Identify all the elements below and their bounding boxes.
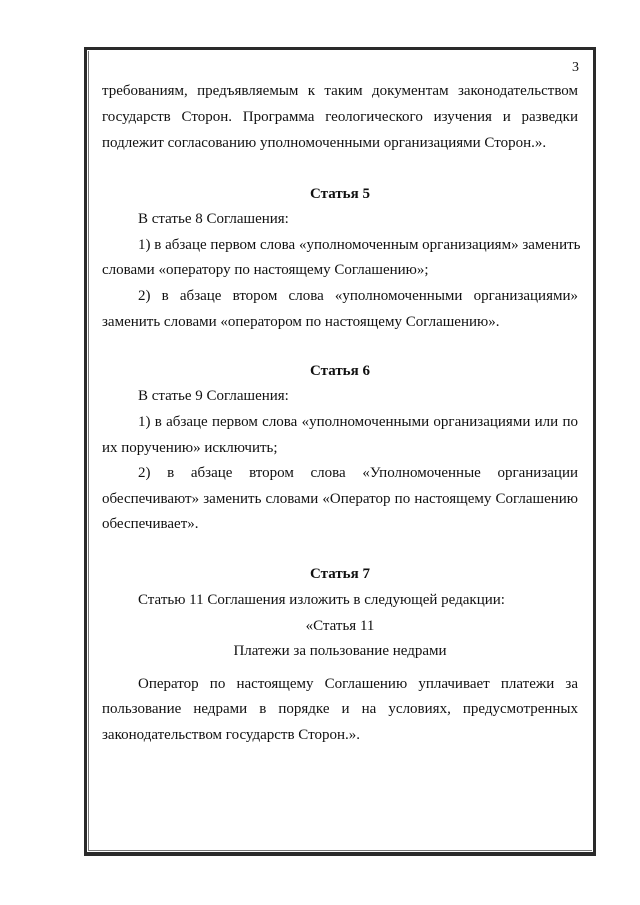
article-5-lead: В статье 8 Соглашения:	[138, 211, 289, 227]
article-5-item-2-line-1: 2) в абзаце втором слова «уполномоченными организациями»	[138, 288, 578, 304]
article-7-lead: Статью 11 Соглашения изложить в следующей редакции:	[138, 592, 505, 608]
intro-line-2: государств Сторон. Программа геологического изучения и разведки	[102, 109, 578, 125]
article-6-item-1-line-1: 1) в абзаце первом слова «уполномоченными организациями или по	[138, 414, 578, 430]
intro-line-1: требованиям, предъявляемым к таким документам законодательством	[102, 83, 578, 99]
article-5-title: Статья 5	[310, 186, 370, 202]
article-7-title: Статья 7	[310, 566, 370, 582]
article-6-lead: В статье 9 Соглашения:	[138, 388, 289, 404]
quoted-article-subtitle: Платежи за пользование недрами	[233, 643, 447, 659]
article-7-para-line-1: Оператор по настоящему Соглашению уплачивает платежи за	[138, 676, 578, 692]
article-6-item-2-line-2: обеспечивают» заменить словами «Оператор по настоящему Соглашению	[102, 491, 578, 507]
article-5-item-1-line-2: словами «оператору по настоящему Соглашению»;	[102, 262, 429, 278]
article-6-item-2-line-3: обеспечивает».	[102, 516, 199, 532]
article-5-item-2-line-2: заменить словами «оператором по настоящему Соглашению».	[102, 314, 500, 330]
article-6-title: Статья 6	[310, 363, 370, 379]
article-5-item-1-line-1: 1) в абзаце первом слова «уполномоченным организациям» заменить	[138, 237, 581, 253]
article-6-item-1-line-2: их поручению» исключить;	[102, 440, 278, 456]
article-6-item-2-line-1: 2) в абзаце втором слова «Уполномоченные организации	[138, 465, 578, 481]
article-7-para-line-2: пользование недрами в порядке и на условиях, предусмотренных	[102, 701, 578, 717]
page-number: 3	[572, 60, 579, 75]
intro-line-3: подлежит согласованию уполномоченными организациями Сторон.».	[102, 135, 547, 151]
quoted-article-title: «Статья 11	[305, 618, 375, 634]
article-7-para-line-3: законодательством государств Сторон.».	[102, 727, 360, 743]
